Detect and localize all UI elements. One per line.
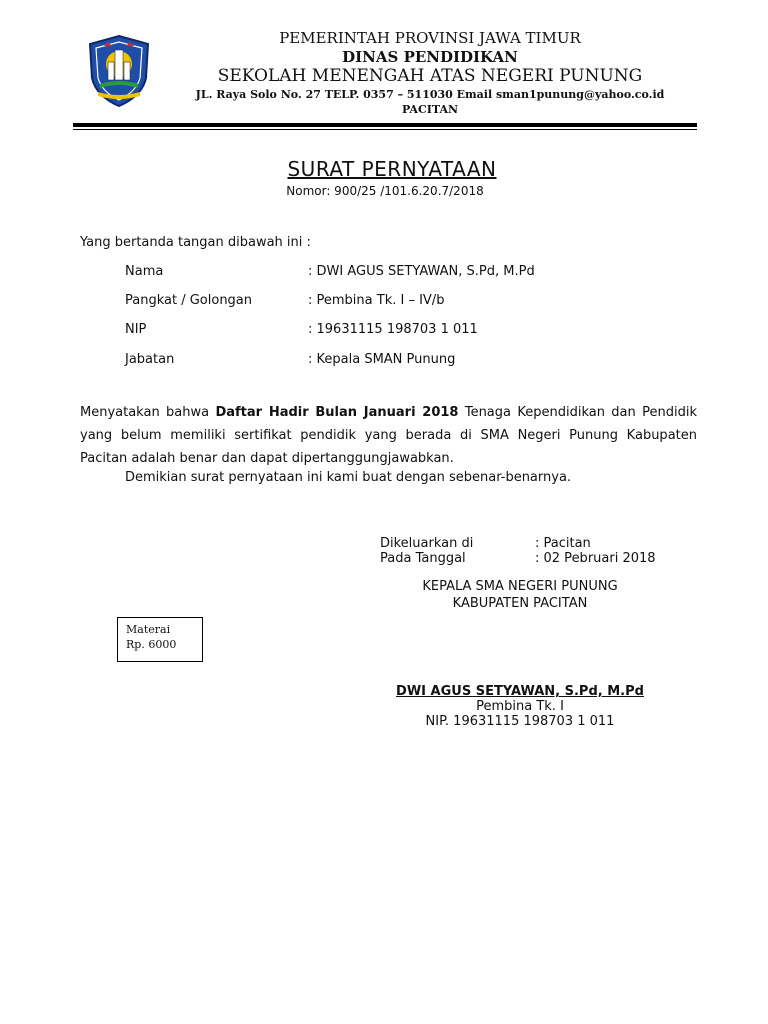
issued-label: Dikeluarkan di	[380, 536, 474, 551]
issued-value: : Pacitan	[535, 536, 591, 551]
field-label-nama: Nama	[125, 264, 164, 279]
signer-nip: NIP. 19631115 198703 1 011	[425, 714, 615, 729]
letterhead-department: DINAS PENDIDIKAN	[342, 48, 518, 66]
signer-position: KEPALA SMA NEGERI PUNUNG	[422, 579, 618, 594]
statement-bold: Daftar Hadir Bulan Januari 2018	[215, 405, 459, 420]
letterhead-address: JL. Raya Solo No. 27 TELP. 0357 – 511030 Email sman1punung@yahoo.co.id	[195, 88, 665, 101]
statement-pre: Menyatakan bahwa	[80, 405, 216, 420]
document-title: SURAT PERNYATAAN	[287, 157, 497, 181]
jawa-timur-crest-icon	[86, 34, 152, 108]
closing-text: Demikian surat pernyataan ini kami buat dengan sebenar-benarnya.	[125, 470, 572, 485]
field-label-pangkat: Pangkat / Golongan	[125, 293, 253, 308]
field-value-nama: : DWI AGUS SETYAWAN, S.Pd, M.Pd	[308, 264, 535, 279]
statement-post: Tenaga Kependidikan dan Pendidik yang belum memiliki sertifikat pendidik yang berada di SMA Negeri Punung Kabupaten Pacitan adalah benar dan dapat dipertanggungjawabkan.	[80, 405, 697, 466]
statement-paragraph	[80, 401, 697, 470]
field-value-nip: : 19631115 198703 1 011	[308, 322, 478, 337]
date-value: : 02 Pebruari 2018	[535, 551, 656, 566]
letterhead-divider	[73, 123, 697, 127]
stamp-label: Materai	[126, 623, 171, 636]
intro-text: Yang bertanda tangan dibawah ini :	[80, 235, 311, 250]
field-value-pangkat: : Pembina Tk. I – IV/b	[308, 293, 445, 308]
letterhead-school: SEKOLAH MENENGAH ATAS NEGERI PUNUNG	[217, 66, 643, 86]
field-label-nip: NIP	[125, 322, 147, 337]
signer-name: DWI AGUS SETYAWAN, S.Pd, M.Pd	[396, 684, 644, 699]
letterhead-divider-thin	[73, 129, 697, 130]
date-label: Pada Tanggal	[380, 551, 466, 566]
stamp-value: Rp. 6000	[126, 638, 177, 651]
signer-region: KABUPATEN PACITAN	[452, 596, 588, 611]
stamp-box	[117, 617, 203, 662]
field-label-jabatan: Jabatan	[125, 352, 175, 367]
signer-rank: Pembina Tk. I	[476, 699, 564, 714]
field-value-jabatan: : Kepala SMAN Punung	[308, 352, 456, 367]
letterhead-city: PACITAN	[401, 103, 459, 116]
letterhead-government: PEMERINTAH PROVINSI JAWA TIMUR	[279, 29, 581, 47]
document-number: Nomor: 900/25 /101.6.20.7/2018	[286, 184, 484, 198]
